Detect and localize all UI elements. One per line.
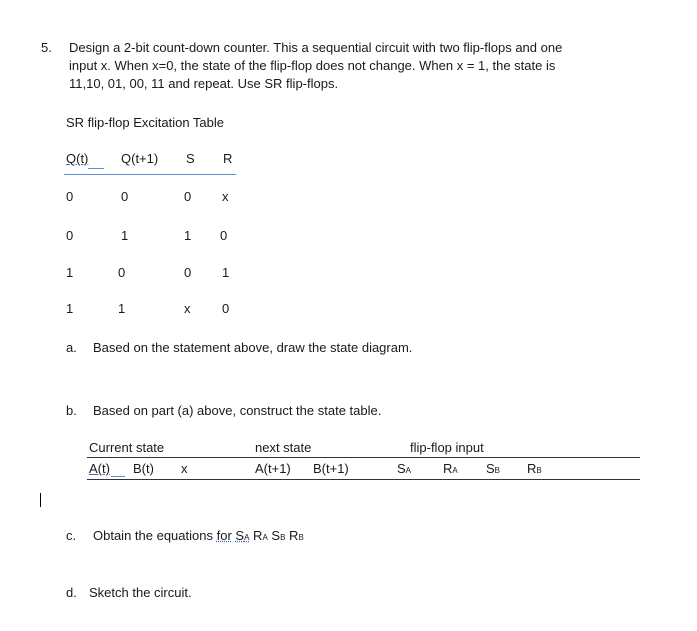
state-table-col-rb bbox=[527, 461, 542, 476]
table-row-2-r: 0 bbox=[220, 228, 228, 243]
state-table-ff-input: flip-flop input bbox=[410, 440, 484, 455]
excitation-header-r: R bbox=[223, 151, 233, 166]
eq-rb-base: R bbox=[289, 528, 299, 543]
equation-ra bbox=[253, 528, 268, 543]
ra-base: R bbox=[443, 461, 453, 476]
state-table-col-x: x bbox=[181, 461, 188, 476]
eq-sb-base: S bbox=[271, 528, 281, 543]
state-table-col-at-dash bbox=[111, 476, 125, 477]
sa-sub: A bbox=[405, 466, 412, 475]
table-row-2-s: 1 bbox=[184, 228, 192, 243]
table-row-4-qt: 1 bbox=[66, 301, 74, 316]
state-table-current-state: Current state bbox=[89, 440, 165, 455]
sb-sub: B bbox=[494, 466, 501, 475]
part-c-intro: Obtain the equations bbox=[93, 528, 213, 543]
equation-sa bbox=[235, 528, 249, 543]
state-table-col-bt1: B(t+1) bbox=[313, 461, 349, 476]
excitation-header-qt-dash bbox=[88, 168, 104, 169]
state-table-col-at1: A(t+1) bbox=[255, 461, 291, 476]
state-table-next-state: next state bbox=[255, 440, 312, 455]
excitation-header-rule bbox=[64, 174, 236, 175]
eq-sa-base: S bbox=[235, 528, 245, 543]
problem-number: 5. bbox=[41, 40, 52, 55]
table-row-2-qt: 0 bbox=[66, 228, 74, 243]
part-b-label: b. bbox=[66, 403, 77, 418]
eq-ra-base: R bbox=[253, 528, 263, 543]
table-row-4-s: x bbox=[184, 301, 191, 316]
eq-sb-sub: B bbox=[280, 533, 286, 542]
problem-line-3: 11,10, 01, 00, 11 and repeat. Use SR flip-flops. bbox=[69, 76, 339, 91]
table-row-1-qt: 0 bbox=[66, 189, 74, 204]
equation-sb bbox=[271, 528, 285, 543]
state-table-col-at: A(t) bbox=[89, 461, 110, 476]
table-row-4-r: 0 bbox=[222, 301, 230, 316]
excitation-header-qt: Q(t) bbox=[66, 151, 89, 166]
problem-line-1: Design a 2-bit count-down counter. This a sequential circuit with two flip-flops and one bbox=[69, 40, 563, 55]
table-row-3-qt: 1 bbox=[66, 265, 74, 280]
table-row-1-qt1: 0 bbox=[121, 189, 129, 204]
eq-sa-sub: A bbox=[244, 533, 250, 542]
state-table-col-sa bbox=[397, 461, 411, 476]
table-row-1-r: x bbox=[222, 189, 229, 204]
part-d-text: Sketch the circuit. bbox=[89, 585, 192, 600]
part-a-label: a. bbox=[66, 340, 77, 355]
table-row-2-qt1: 1 bbox=[121, 228, 129, 243]
rb-base: R bbox=[527, 461, 537, 476]
table-row-3-s: 0 bbox=[184, 265, 192, 280]
part-d-label: d. bbox=[66, 585, 77, 600]
state-table-bottom-rule bbox=[87, 479, 640, 480]
excitation-header-s: S bbox=[186, 151, 195, 166]
part-c-label: c. bbox=[66, 528, 77, 543]
state-table-top-rule bbox=[87, 457, 640, 458]
sa-base: S bbox=[397, 461, 406, 476]
table-row-4-qt1: 1 bbox=[118, 301, 126, 316]
equation-for-word: for bbox=[216, 528, 232, 543]
ra-sub: A bbox=[452, 466, 458, 475]
state-table-col-bt: B(t) bbox=[133, 461, 154, 476]
eq-rb-sub: B bbox=[298, 533, 304, 542]
state-table-col-sb bbox=[486, 461, 500, 476]
equation-rb bbox=[289, 528, 304, 543]
part-c-text bbox=[93, 528, 304, 543]
table-row-3-qt1: 0 bbox=[118, 265, 126, 280]
sb-base: S bbox=[486, 461, 495, 476]
rb-sub: B bbox=[536, 466, 542, 475]
problem-line-2: input x. When x=0, the state of the flip-flop does not change. When x = 1, the state is bbox=[69, 58, 556, 73]
excitation-header-qt1: Q(t+1) bbox=[121, 151, 159, 166]
table-row-3-r: 1 bbox=[222, 265, 230, 280]
text-cursor bbox=[40, 493, 41, 507]
part-b-text: Based on part (a) above, construct the state table. bbox=[93, 403, 382, 418]
eq-ra-sub: A bbox=[262, 533, 268, 542]
table-row-1-s: 0 bbox=[184, 189, 192, 204]
state-table-col-ra bbox=[443, 461, 458, 476]
excitation-title: SR flip-flop Excitation Table bbox=[66, 115, 225, 130]
part-a-text: Based on the statement above, draw the state diagram. bbox=[93, 340, 413, 355]
